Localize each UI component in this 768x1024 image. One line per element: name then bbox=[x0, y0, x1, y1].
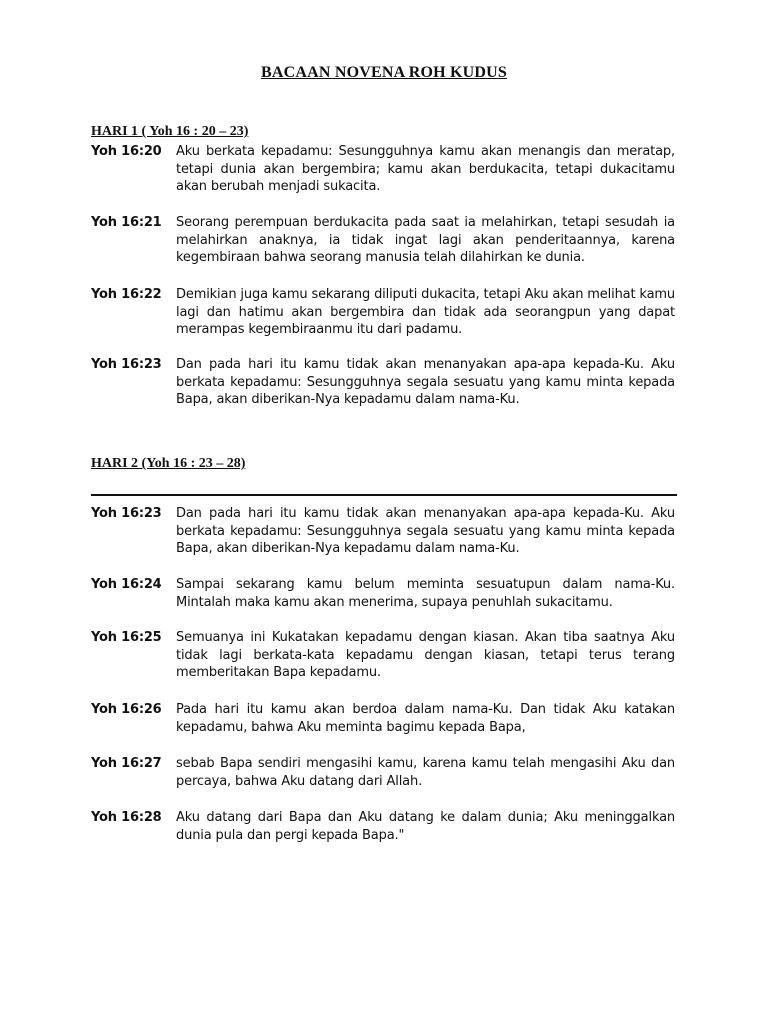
verse-row bbox=[91, 576, 675, 611]
verse-row bbox=[91, 755, 675, 790]
document-title: BACAAN NOVENA ROH KUDUS bbox=[261, 64, 507, 81]
verse-text: Sampai sekarang kamu belum meminta sesuatupun dalam nama-Ku. Mintalah maka kamu akan menerima, supaya penuhlah sukacitamu. bbox=[176, 577, 675, 610]
verse-text: Aku berkata kepadamu: Sesungguhnya kamu akan menangis dan meratap, tetapi dunia akan bergembira; kamu akan berdukacita, tetapi dukacitamu akan berubah menjadi sukacita. bbox=[176, 144, 675, 195]
verse-reference: Yoh 16:28 bbox=[91, 810, 162, 825]
verse-row bbox=[91, 505, 675, 558]
verse-reference: Yoh 16:24 bbox=[91, 577, 162, 592]
verse-reference: Yoh 16:21 bbox=[91, 215, 162, 230]
verse-reference: Yoh 16:26 bbox=[91, 702, 162, 717]
verse-text: Pada hari itu kamu akan berdoa dalam nama-Ku. Dan tidak Aku katakan kepadamu, bahwa Aku meminta bagimu kepada Bapa, bbox=[176, 702, 675, 735]
verse-row bbox=[91, 143, 675, 196]
verse-reference: Yoh 16:22 bbox=[91, 287, 162, 302]
verse-row bbox=[91, 809, 675, 844]
verse-reference: Yoh 16:23 bbox=[91, 506, 162, 521]
verse-reference: Yoh 16:20 bbox=[91, 144, 162, 159]
verse-row bbox=[91, 214, 675, 267]
verse-text: Aku datang dari Bapa dan Aku datang ke dalam dunia; Aku meninggalkan dunia pula dan pergi kepada Bapa." bbox=[176, 810, 675, 843]
verse-reference: Yoh 16:27 bbox=[91, 756, 162, 771]
day-1-heading: HARI 1 ( Yoh 16 : 20 – 23) bbox=[91, 124, 249, 139]
verse-text: Seorang perempuan berdukacita pada saat ia melahirkan, tetapi sesudah ia melahirkan anaknya, ia tidak ingat lagi akan penderitaannya, karena kegembiraan bahwa seorang manusia telah dilahirkan ke dunia. bbox=[176, 215, 675, 266]
verse-text: Semuanya ini Kukatakan kepadamu dengan kiasan. Akan tiba saatnya Aku tidak lagi berkata-kata kepadamu dengan kiasan, tetapi terus terang memberitakan Bapa kepadamu. bbox=[176, 630, 675, 681]
verse-row bbox=[91, 629, 675, 682]
verse-row bbox=[91, 701, 675, 736]
verse-text: Dan pada hari itu kamu tidak akan menanyakan apa-apa kepada-Ku. Aku berkata kepadamu: Sesungguhnya segala sesuatu yang kamu minta kepada Bapa, akan diberikan-Nya kepadamu dalam nama-Ku. bbox=[176, 357, 675, 408]
verse-row bbox=[91, 286, 675, 339]
day-2-heading: HARI 2 (Yoh 16 : 23 – 28) bbox=[91, 456, 246, 471]
verse-reference: Yoh 16:25 bbox=[91, 630, 162, 645]
verse-text: sebab Bapa sendiri mengasihi kamu, karena kamu telah mengasihi Aku dan percaya, bahwa Aku datang dari Allah. bbox=[176, 756, 675, 789]
verse-text: Demikian juga kamu sekarang diliputi dukacita, tetapi Aku akan melihat kamu lagi dan hatimu akan bergembira dan tidak ada seorangpun yang dapat merampas kegembiraanmu itu dari padamu. bbox=[176, 287, 675, 338]
verse-row bbox=[91, 356, 675, 409]
verse-text: Dan pada hari itu kamu tidak akan menanyakan apa-apa kepada-Ku. Aku berkata kepadamu: Sesungguhnya segala sesuatu yang kamu minta kepada Bapa, akan diberikan-Nya kepadamu dalam nama-Ku. bbox=[176, 506, 675, 557]
verse-reference: Yoh 16:23 bbox=[91, 357, 162, 372]
section-divider bbox=[91, 494, 677, 496]
